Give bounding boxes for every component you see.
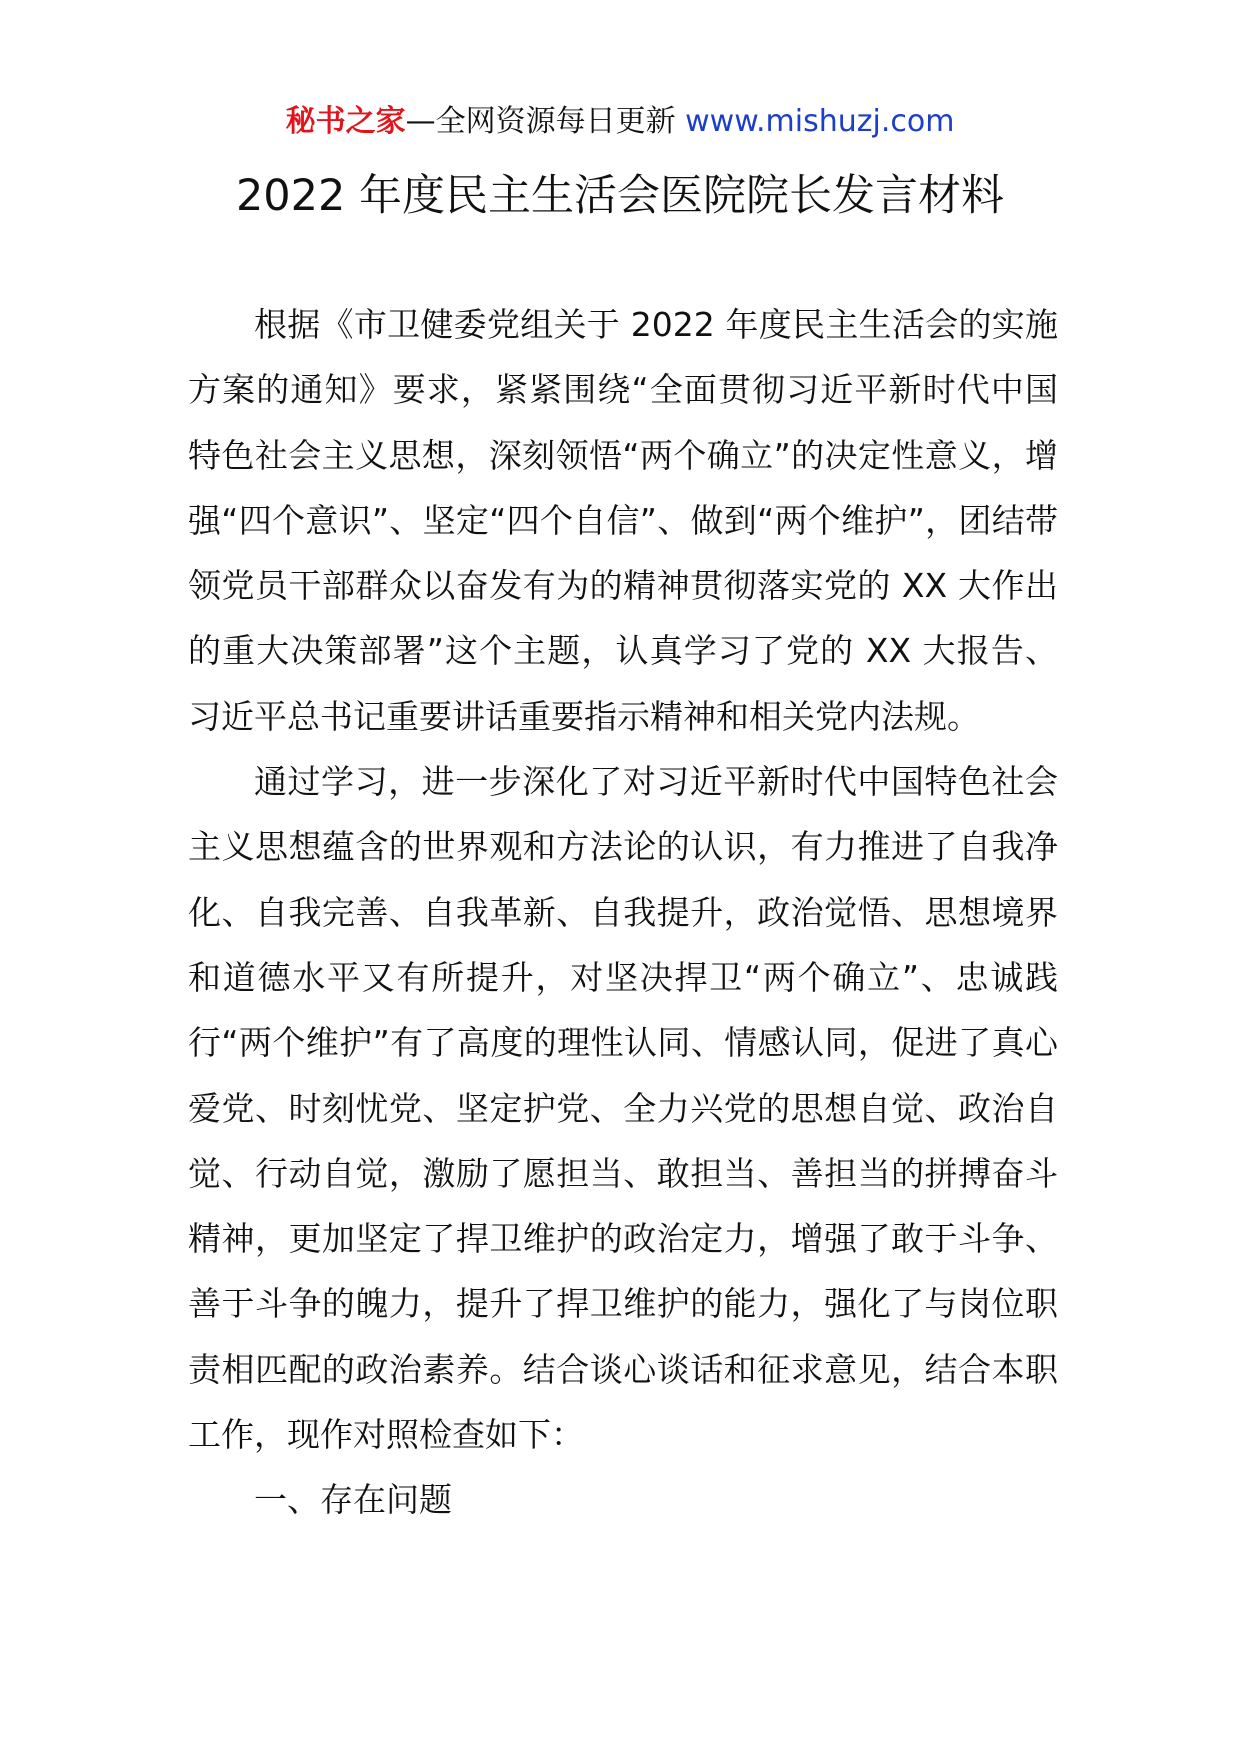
paragraph-2: 通过学习，进一步深化了对习近平新时代中国特色社会主义思想蕴含的世界观和方法论的认识，有力推进了自我净化、自我完善、自我革新、自我提升，政治觉悟、思想境界和道德水平又有所提升，对坚决捍卫“两个确立”、忠诚践行“两个维护”有了高度的理性认同、情感认同，促进了真心爱党、时刻忧党、坚定护党、全力兴党的思想自觉、政治自觉、行动自觉，激励了愿担当、敢担当、善担当的拼搏奋斗精神，更加坚定了捍卫维护的政治定力，增强了敢于斗争、善于斗争的魄力，提升了捍卫维护的能力，强化了与岗位职责相匹配的政治素养。结合谈心谈话和征求意见，结合本职工作，现作对照检查如下：: [188, 762, 1058, 1455]
document-title: 2022 年度民主生活会医院院长发言材料: [235, 171, 1005, 221]
site-brand: 秘书之家: [285, 104, 406, 139]
paragraph-1: 根据《市卫健委党组关于 2022 年度民主生活会的实施方案的通知》要求，紧紧围绕“全面贯彻习近平新时代中国特色社会主义思想，深刻领悟“两个确立”的决定性意义，增强“四个意识”、坚定“四个自信”、做到“两个维护”，团结带领党员干部群众以奋发有为的精神贯彻落实党的 XX 大作出的重大决策部署”这个主题，认真学习了党的 XX 大报告、习近平总书记重要讲话重要指示精神和相关党内法规。: [188, 305, 1058, 736]
site-header: [0, 100, 1240, 144]
section-heading: 一、存在问题: [254, 1480, 452, 1520]
site-tagline: —全网资源每日更新: [405, 104, 676, 139]
site-url-link[interactable]: www.mishuzj.com: [685, 104, 955, 139]
document-body: [188, 292, 1058, 1533]
